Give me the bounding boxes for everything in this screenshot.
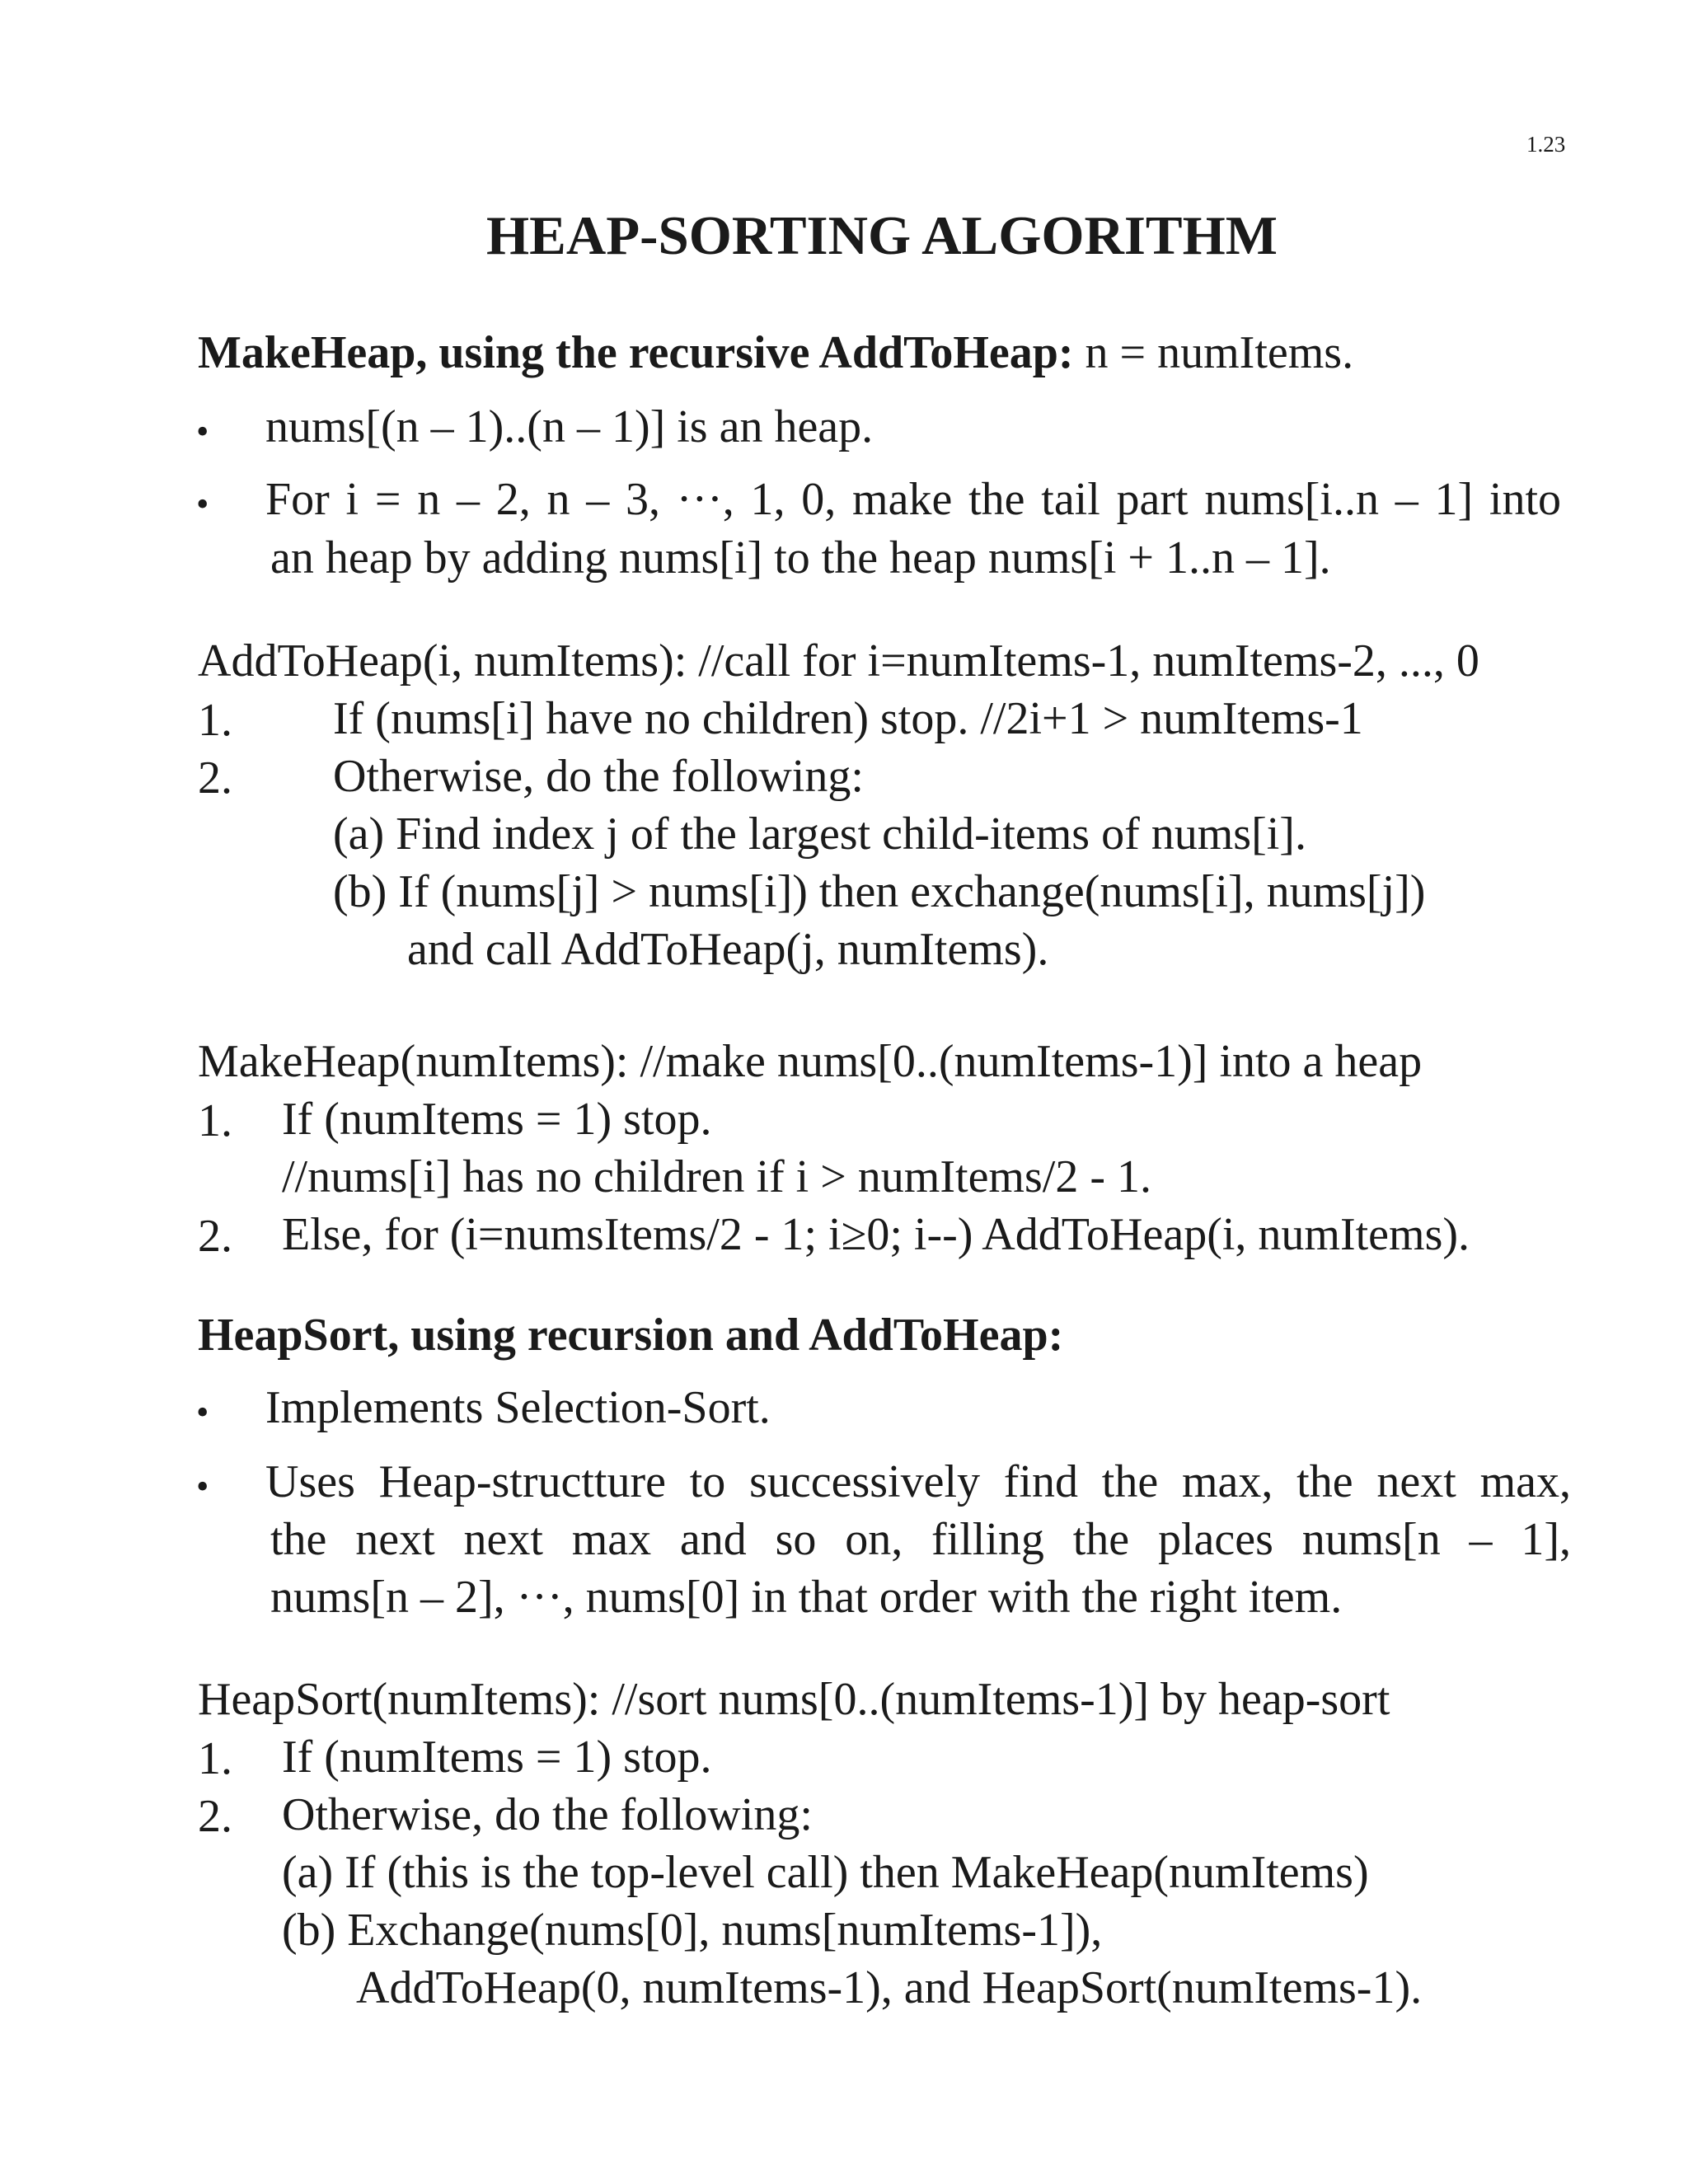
makeheap-heading-bold: MakeHeap, using the recursive AddToHeap: xyxy=(198,327,1074,378)
bullet-marker: • xyxy=(196,1392,209,1432)
step-text: If (nums[i] have no children) stop. //2i+1 > numItems-1 xyxy=(333,693,1363,744)
makeheap-signature: MakeHeap(numItems): //make nums[0..(numItems-1)] into a heap xyxy=(198,1036,1423,1087)
bullet-text-continued: the next next max and so on, filling the places nums[n – 1], xyxy=(270,1514,1571,1565)
makeheap-heading xyxy=(198,328,1353,379)
step-text: Else, for (i=numsItems/2 - 1; i≥0; i--) AddToHeap(i, numItems). xyxy=(282,1209,1470,1260)
bullet-text: nums[(n – 1)..(n – 1)] is an heap. xyxy=(265,401,874,452)
page-number: 1.23 xyxy=(1526,132,1566,157)
step-number: 2. xyxy=(198,1791,232,1842)
addtoheap-signature: AddToHeap(i, numItems): //call for i=numItems-1, numItems-2, ..., 0 xyxy=(198,635,1479,687)
step-text: Otherwise, do the following: xyxy=(282,1789,813,1840)
bullet-marker: • xyxy=(196,411,209,452)
step-number: 2. xyxy=(198,1211,232,1262)
bullet-marker: • xyxy=(196,1466,209,1507)
bullet-text-continued: nums[n – 2], ···, nums[0] in that order with the right item. xyxy=(270,1572,1343,1623)
substep-text-continued: AddToHeap(0, numItems-1), and HeapSort(numItems-1). xyxy=(356,1962,1423,2013)
bullet-marker: • xyxy=(196,484,209,524)
substep-text-continued: and call AddToHeap(j, numItems). xyxy=(407,924,1049,975)
step-comment: //nums[i] has no children if i > numItems/2 - 1. xyxy=(282,1151,1151,1202)
substep-text: (a) Find index j of the largest child-items of nums[i]. xyxy=(333,808,1306,860)
substep-text: (b) Exchange(nums[0], nums[numItems-1]), xyxy=(282,1905,1103,1956)
page-title: HEAP-SORTING ALGORITHM xyxy=(486,205,1278,266)
step-number: 1. xyxy=(198,695,232,746)
substep-text: (a) If (this is the top-level call) then MakeHeap(numItems) xyxy=(282,1847,1369,1898)
heapsort-heading: HeapSort, using recursion and AddToHeap: xyxy=(198,1310,1064,1361)
step-text: If (numItems = 1) stop. xyxy=(282,1732,712,1783)
bullet-text-continued: an heap by adding nums[i] to the heap nums[i + 1..n – 1]. xyxy=(270,532,1331,583)
bullet-text: Implements Selection-Sort. xyxy=(265,1382,771,1433)
bullet-text: Uses Heap-structture to successively find the max, the next max, xyxy=(265,1456,1571,1507)
step-text: Otherwise, do the following: xyxy=(333,751,864,802)
step-text: If (numItems = 1) stop. xyxy=(282,1094,712,1145)
step-number: 1. xyxy=(198,1733,232,1784)
makeheap-heading-rest: n = numItems. xyxy=(1073,327,1354,378)
heapsort-signature: HeapSort(numItems): //sort nums[0..(numItems-1)] by heap-sort xyxy=(198,1674,1390,1725)
step-number: 2. xyxy=(198,752,232,804)
step-number: 1. xyxy=(198,1095,232,1146)
bullet-text: For i = n – 2, n – 3, ···, 1, 0, make the tail part nums[i..n – 1] into xyxy=(265,474,1561,525)
substep-text: (b) If (nums[j] > nums[i]) then exchange(nums[i], nums[j]) xyxy=(333,866,1426,917)
